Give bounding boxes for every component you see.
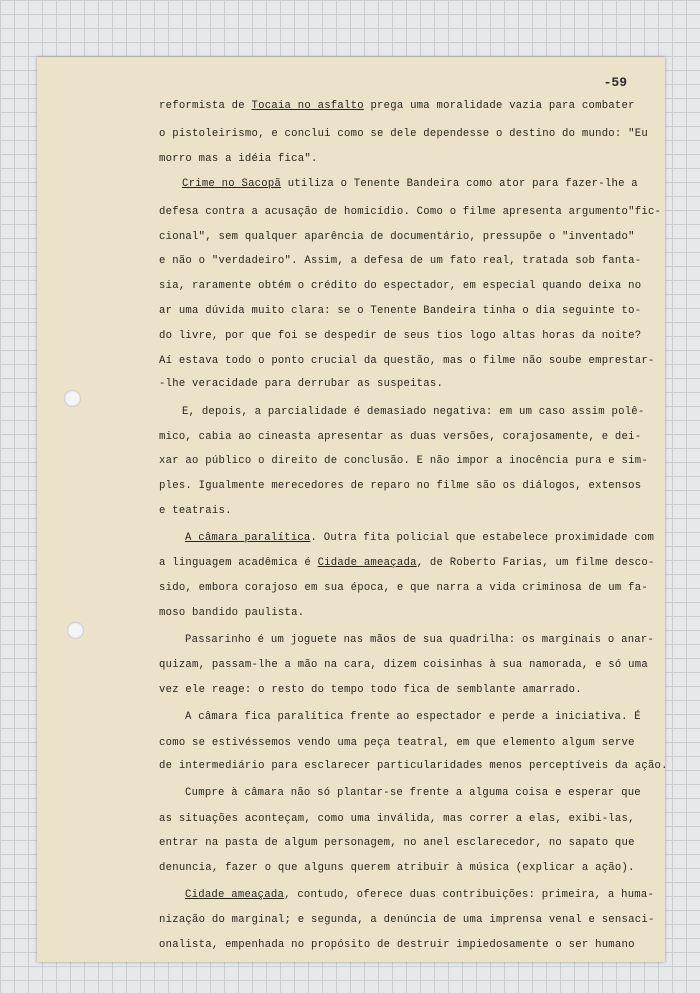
text-run: . Outra fita policial que estabelece proximidade com bbox=[310, 532, 655, 544]
text-line bbox=[159, 659, 648, 671]
text-run: Passarinho é um joguete nas mãos de sua quadrilha: os marginais o anar- bbox=[185, 634, 655, 646]
text-run: vez ele reage: o resto do tempo todo fica de semblante amarrado. bbox=[159, 684, 582, 696]
text-line bbox=[159, 737, 635, 749]
text-run: -lhe veracidade para derrubar as suspeitas. bbox=[159, 378, 444, 390]
text-line bbox=[159, 153, 318, 165]
text-run: como se estivéssemos vendo uma peça teatral, em que elemento algum serve bbox=[159, 737, 635, 749]
text-line bbox=[159, 378, 443, 390]
text-run: cional", sem qualquer aparência de documentário, pressupõe o "inventado" bbox=[159, 231, 635, 243]
body-text bbox=[37, 57, 668, 962]
text-run: denuncia, fazer o que alguns querem atribuir à música (explicar a ação). bbox=[159, 862, 635, 874]
text-run: ples. Igualmente merecedores de reparo no filme são os diálogos, extensos bbox=[159, 480, 642, 492]
underlined-title: Tocaia no asfalto bbox=[251, 100, 364, 112]
text-line bbox=[159, 939, 635, 951]
text-run: onalista, empenhada no propósito de destruir impiedosamente o ser humano bbox=[159, 939, 635, 951]
text-line bbox=[159, 480, 641, 492]
text-line bbox=[159, 280, 641, 292]
text-run: ar uma dúvida muito clara: se o Tenente Bandeira tinha o dia seguinte to- bbox=[159, 305, 642, 317]
text-run: sido, embora corajoso em sua época, e que narra a vida criminosa de um fa- bbox=[159, 582, 648, 594]
text-line bbox=[159, 455, 648, 467]
text-run: moso bandido paulista. bbox=[159, 607, 305, 619]
text-line bbox=[182, 178, 638, 190]
text-line bbox=[159, 607, 304, 619]
text-run: A câmara fica paralítica frente ao espectador e perde a iniciativa. É bbox=[185, 711, 641, 723]
text-line bbox=[159, 431, 641, 443]
text-line bbox=[159, 582, 648, 594]
underlined-title: Crime no Sacopã bbox=[182, 178, 282, 190]
text-run: a linguagem acadêmica é bbox=[159, 557, 318, 569]
text-line bbox=[185, 711, 641, 723]
text-run: do livre, por que foi se despedir de seus tios logo altas horas da noite? bbox=[159, 330, 642, 342]
typed-page bbox=[37, 57, 668, 962]
text-run: Cumpre à câmara não só plantar-se frente a alguma coisa e esperar que bbox=[185, 787, 641, 799]
punch-hole bbox=[67, 622, 84, 639]
text-run: defesa contra a acusação de homicídio. Como o filme apresenta argumento"fic- bbox=[159, 206, 662, 218]
text-run: utiliza o Tenente Bandeira como ator para fazer-lhe a bbox=[281, 178, 638, 190]
text-run: entrar na pasta de algum personagem, no anel esclarecedor, no sapato que bbox=[159, 837, 635, 849]
text-line bbox=[159, 255, 641, 267]
text-run: e teatrais. bbox=[159, 505, 232, 517]
punch-hole bbox=[64, 390, 81, 407]
underlined-title: A câmara paralítica bbox=[185, 532, 311, 544]
text-run: e não o "verdadeiro". Assim, a defesa de um fato real, tratada sob fanta- bbox=[159, 255, 642, 267]
text-line bbox=[185, 532, 654, 544]
text-run: sia, raramente obtém o crédito do espectador, em especial quando deixa no bbox=[159, 280, 642, 292]
text-run: as situações aconteçam, como uma inválida, mas correr a elas, exibi-las, bbox=[159, 813, 635, 825]
text-line bbox=[182, 406, 645, 418]
text-run: de intermediário para esclarecer particularidades menos perceptíveis da ação. bbox=[159, 760, 668, 772]
text-run: o pistoleirismo, e conclui como se dele dependesse o destino do mundo: "Eu bbox=[159, 128, 648, 140]
text-line bbox=[159, 862, 635, 874]
text-line bbox=[185, 634, 654, 646]
text-run: quizam, passam-lhe a mão na cara, dizem coisinhas à sua namorada, e só uma bbox=[159, 659, 648, 671]
text-line bbox=[159, 557, 655, 569]
page-number: -59 bbox=[603, 75, 627, 90]
text-line bbox=[159, 914, 655, 926]
text-line bbox=[159, 231, 635, 243]
text-run: prega uma moralidade vazia para combater bbox=[363, 100, 635, 112]
text-line bbox=[159, 837, 635, 849]
text-line bbox=[159, 684, 582, 696]
text-line bbox=[159, 330, 641, 342]
text-line bbox=[159, 128, 648, 140]
text-run: reformista de bbox=[159, 100, 252, 112]
underlined-title: Cidade ameaçada bbox=[317, 557, 417, 569]
text-run: E, depois, a parcialidade é demasiado negativa: em um caso assim polê- bbox=[182, 406, 645, 418]
text-line bbox=[159, 760, 668, 772]
text-run: , de Roberto Farias, um filme desco- bbox=[416, 557, 655, 569]
text-line bbox=[159, 355, 655, 367]
text-run: Aí estava todo o ponto crucial da questão, mas o filme não soube emprestar- bbox=[159, 355, 655, 367]
text-line bbox=[159, 305, 641, 317]
text-line bbox=[159, 505, 232, 517]
text-line bbox=[185, 787, 641, 799]
text-line bbox=[159, 100, 635, 112]
text-line bbox=[159, 813, 635, 825]
text-line bbox=[185, 889, 654, 901]
text-run: nização do marginal; e segunda, a denúncia de uma imprensa venal e sensaci- bbox=[159, 914, 655, 926]
text-run: mico, cabia ao cineasta apresentar as duas versões, corajosamente, e dei- bbox=[159, 431, 642, 443]
text-run: , contudo, oferece duas contribuições: primeira, a huma- bbox=[284, 889, 655, 901]
text-line bbox=[159, 206, 661, 218]
text-run: xar ao público o direito de conclusão. E não impor a inocência pura e sim- bbox=[159, 455, 648, 467]
underlined-title: Cidade ameaçada bbox=[185, 889, 285, 901]
text-run: morro mas a idéia fica". bbox=[159, 153, 318, 165]
